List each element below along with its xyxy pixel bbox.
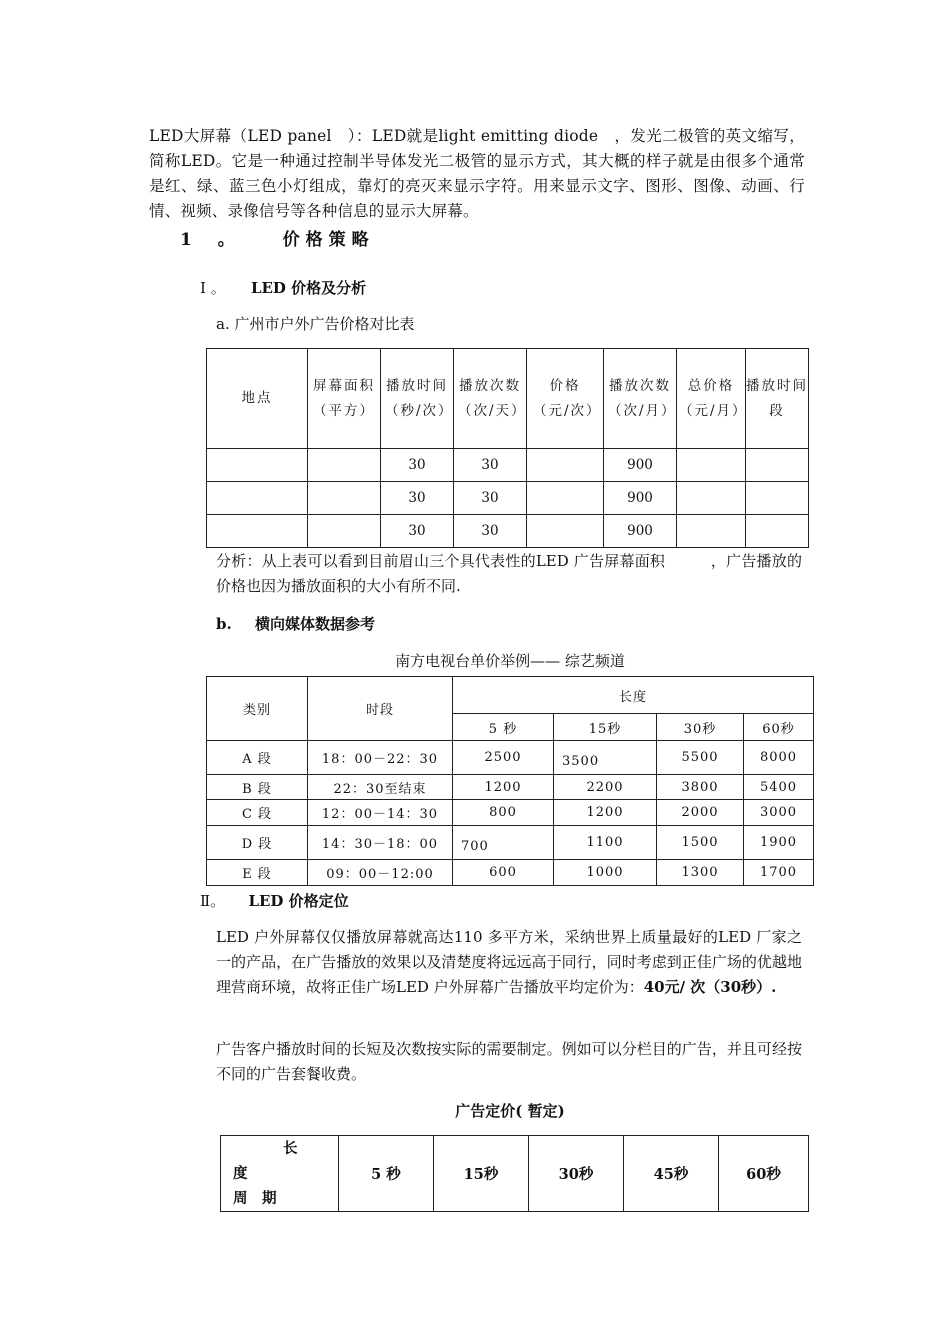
table-cell: 30 bbox=[381, 449, 454, 482]
table-header-cell: 播放次数（次/月） bbox=[604, 349, 677, 449]
customer-paragraph: 广告客户播放时间的长短及次数按实际的需要制定。例如可以分栏目的广告，并且可经按不同的广告套餐收费。 bbox=[216, 1040, 802, 1083]
table-header-cell: 类别 bbox=[207, 677, 308, 741]
table-cell: 30 bbox=[454, 482, 527, 515]
table-header-cell: 5 秒 bbox=[339, 1136, 434, 1212]
table-cell bbox=[677, 515, 746, 548]
table-cell: 3500 bbox=[554, 741, 657, 775]
table-row bbox=[207, 860, 814, 886]
table-cell: 30 bbox=[454, 449, 527, 482]
table-cell: 8000 bbox=[744, 741, 814, 775]
section-heading-price-strategy bbox=[180, 225, 375, 250]
table-cell: 3800 bbox=[657, 775, 744, 800]
table-cell: 2500 bbox=[453, 741, 554, 775]
table-header-cell: 45秒 bbox=[624, 1136, 719, 1212]
table-cell: 1000 bbox=[554, 860, 657, 886]
table-header-cell: 30秒 bbox=[657, 714, 744, 741]
table-cell: D 段 bbox=[207, 826, 308, 860]
price-comparison-table bbox=[206, 348, 809, 548]
table-cell: C 段 bbox=[207, 800, 308, 826]
table-cell bbox=[308, 482, 381, 515]
table-row bbox=[207, 482, 809, 515]
table-cell: 3000 bbox=[744, 800, 814, 826]
table-cell: 800 bbox=[453, 800, 554, 826]
table-cell bbox=[527, 449, 604, 482]
table-row bbox=[207, 515, 809, 548]
table-cell: 22：30至结束 bbox=[308, 775, 453, 800]
table-header-row bbox=[207, 677, 814, 714]
table-cell: 2200 bbox=[554, 775, 657, 800]
table-cell: 18：00－22：30 bbox=[308, 741, 453, 775]
table-header-cell: 15秒 bbox=[434, 1136, 529, 1212]
table-cell: 30 bbox=[381, 482, 454, 515]
corner-header-cell bbox=[221, 1136, 339, 1212]
table-row bbox=[207, 826, 814, 860]
table-cell bbox=[207, 482, 308, 515]
table-cell: 1100 bbox=[554, 826, 657, 860]
pricing-highlight: 40元/ 次（30秒）. bbox=[643, 978, 777, 996]
table-header-cell: 总价格（元/月） bbox=[677, 349, 746, 449]
table-cell bbox=[746, 482, 809, 515]
table-cell: A 段 bbox=[207, 741, 308, 775]
subsection-number: Ⅱ。 bbox=[200, 892, 226, 910]
table-header-cell: 时段 bbox=[308, 677, 453, 741]
table-cell: 30 bbox=[454, 515, 527, 548]
table-cell: B 段 bbox=[207, 775, 308, 800]
table-header-cell: 播放时间段 bbox=[746, 349, 809, 449]
table-header-cell: 屏幕面积（平方） bbox=[308, 349, 381, 449]
table2-caption: 南方电视台单价举例—— 综艺频道 bbox=[395, 652, 625, 670]
table-header-cell: 30秒 bbox=[529, 1136, 624, 1212]
subsection-heading-led-price bbox=[200, 277, 366, 298]
table-header-row bbox=[221, 1136, 809, 1212]
table-cell: 1200 bbox=[554, 800, 657, 826]
table-cell: 09：00－12:00 bbox=[308, 860, 453, 886]
intro-paragraph: LED大屏幕（LED panel ）：LED就是light emitting diode ，发光二极管的英文缩写，简称LED。它是一种通过控制半导体发光二极管的显示方式，其大概的样子就是由很多个通常是红、绿、蓝三色小灯组成，靠灯的亮灭来显示字符。用来显示文字、图形、图像、动画、行情、视频、录像信号等各种信息的显示大屏幕。 bbox=[149, 127, 805, 220]
section-number: 1 。 bbox=[180, 230, 245, 250]
table-cell: E 段 bbox=[207, 860, 308, 886]
table-header-cell: 长度 bbox=[453, 677, 814, 714]
pricing-text: LED 户外屏幕仅仅播放屏幕就高达110 多平方米，采纳世界上质量最好的LED 厂家之一的产品，在广告播放的效果以及清楚度将远远高于同行，同时考虑到正佳广场的优越地理营商环境，故将正佳广场LED 户外屏幕广告播放平均定价为： bbox=[216, 928, 802, 996]
tv-price-table bbox=[206, 676, 814, 886]
table-cell: 1300 bbox=[657, 860, 744, 886]
table-cell: 14：30－18：00 bbox=[308, 826, 453, 860]
table-header-cell: 15秒 bbox=[554, 714, 657, 741]
table-cell bbox=[308, 515, 381, 548]
table-header-cell: 播放次数（次/天） bbox=[454, 349, 527, 449]
table-header-cell: 地点 bbox=[207, 349, 308, 449]
table-cell: 600 bbox=[453, 860, 554, 886]
table-row bbox=[207, 800, 814, 826]
table-row bbox=[207, 449, 809, 482]
table-cell bbox=[308, 449, 381, 482]
table-cell bbox=[207, 515, 308, 548]
table-row bbox=[207, 775, 814, 800]
table-header-cell: 播放时间（秒/次） bbox=[381, 349, 454, 449]
table-cell bbox=[746, 515, 809, 548]
table-cell: 12：00－14：30 bbox=[308, 800, 453, 826]
table-header-cell: 60秒 bbox=[744, 714, 814, 741]
subsection-letter: b. bbox=[216, 615, 232, 633]
table-cell bbox=[677, 482, 746, 515]
corner-label-period: 周 期 bbox=[233, 1190, 277, 1207]
corner-label-length-2: 度 bbox=[233, 1165, 248, 1182]
subsection-title: 横向媒体数据参考 bbox=[254, 615, 375, 633]
table-row bbox=[207, 741, 814, 775]
table-header-cell: 价格（元/次） bbox=[527, 349, 604, 449]
table-cell: 1700 bbox=[744, 860, 814, 886]
table-header-cell: 5 秒 bbox=[453, 714, 554, 741]
table-cell: 700 bbox=[453, 826, 554, 860]
table1-caption: a. 广州市户外广告价格对比表 bbox=[216, 315, 415, 333]
table-header-row bbox=[207, 349, 809, 449]
table-cell: 2000 bbox=[657, 800, 744, 826]
corner-label-length-1: 长 bbox=[283, 1140, 298, 1157]
section-title: 价格策略 bbox=[282, 230, 375, 250]
table-cell: 1200 bbox=[453, 775, 554, 800]
table-cell: 900 bbox=[604, 449, 677, 482]
table-cell bbox=[527, 482, 604, 515]
table-header-cell: 60秒 bbox=[719, 1136, 809, 1212]
ad-pricing-table bbox=[220, 1135, 809, 1212]
table-cell: 1500 bbox=[657, 826, 744, 860]
subsection-heading-media-data bbox=[216, 613, 375, 634]
subsection-number: Ⅰ 。 bbox=[200, 279, 226, 297]
table-cell bbox=[527, 515, 604, 548]
analysis-paragraph: 分析：从上表可以看到目前眉山三个具代表性的LED 广告屏幕面积 ，广告播放的价格也因为播放面积的大小有所不同. bbox=[216, 552, 802, 595]
table-cell: 5400 bbox=[744, 775, 814, 800]
table-cell: 5500 bbox=[657, 741, 744, 775]
subsection-title: LED 价格定位 bbox=[248, 892, 349, 910]
pricing-paragraph bbox=[216, 925, 802, 1000]
table-cell bbox=[677, 449, 746, 482]
table-cell: 30 bbox=[381, 515, 454, 548]
table-cell: 900 bbox=[604, 515, 677, 548]
table-cell bbox=[746, 449, 809, 482]
table-cell: 900 bbox=[604, 482, 677, 515]
table-cell: 1900 bbox=[744, 826, 814, 860]
table3-caption: 广告定价( 暂定) bbox=[455, 1102, 565, 1120]
subsection-title: LED 价格及分析 bbox=[250, 279, 367, 297]
subsection-heading-price-positioning bbox=[200, 890, 349, 911]
table-cell bbox=[207, 449, 308, 482]
